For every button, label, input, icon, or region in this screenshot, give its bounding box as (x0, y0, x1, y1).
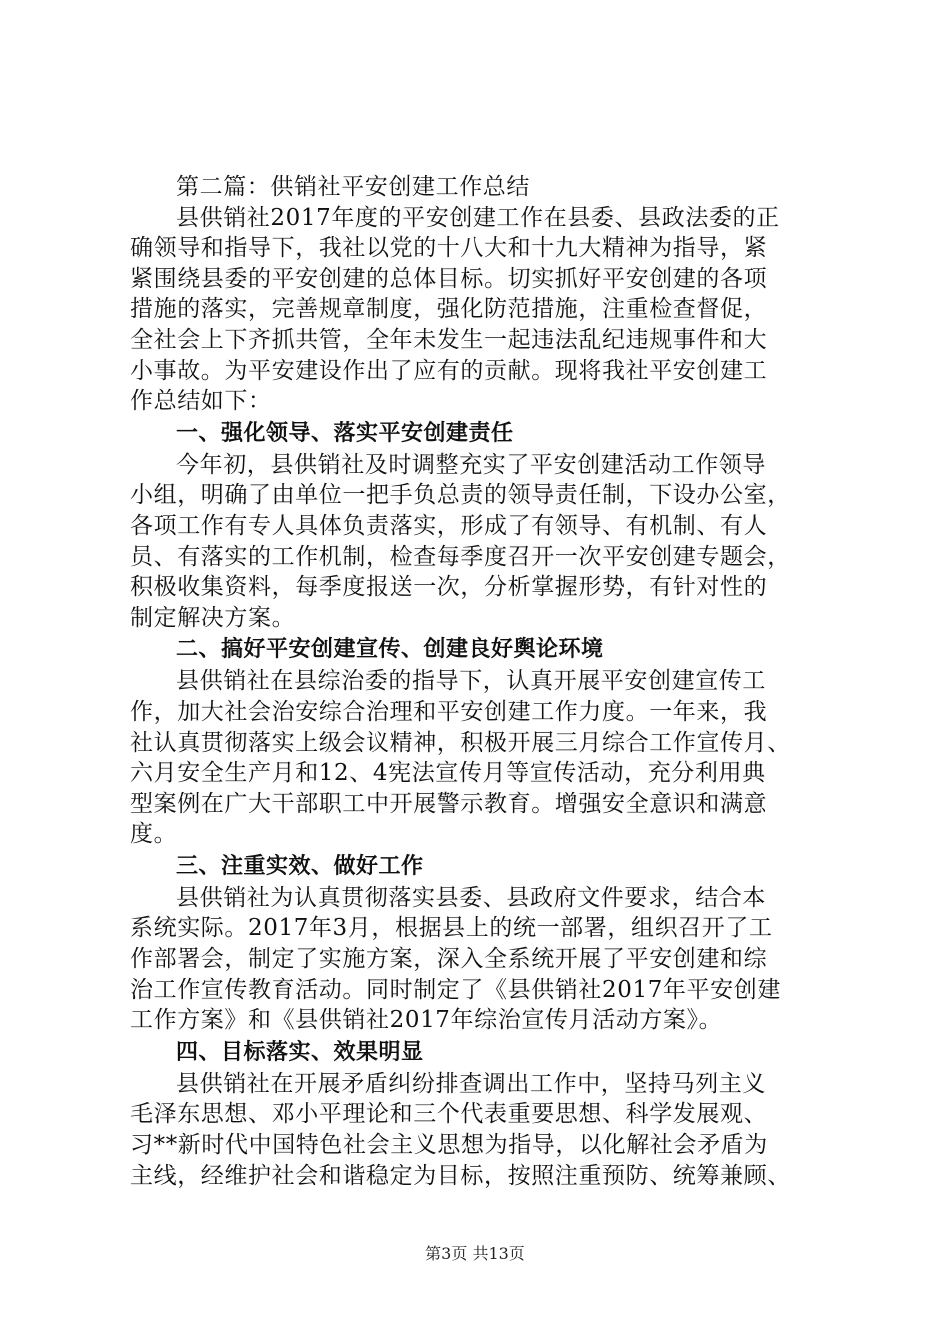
section-heading: 三、注重实效、做好工作 (176, 853, 424, 879)
paragraph-line: 今年初，县供销社及时调整充实了平安创建活动工作领导 (176, 451, 766, 478)
paragraph-line: 型案例在广大干部职工中开展警示教育。增强安全意识和满意 (130, 790, 768, 817)
paragraph-line: 度。 (130, 821, 178, 848)
section-heading: 一、强化领导、落实平安创建责任 (176, 420, 514, 446)
paragraph-line: 作总结如下： (130, 388, 272, 415)
paragraph-line: 县供销社在开展矛盾纠纷排查调出工作中，坚持马列主义 (176, 1070, 766, 1097)
paragraph-line: 主线，经维护社会和谐稳定为目标，按照注重预防、统筹兼顾、 (130, 1162, 791, 1189)
paragraph-line: 系统实际。2017年3月，根据县上的统一部署，组织召开了工 (130, 915, 773, 942)
paragraph-line: 全社会上下齐抓共管，全年未发生一起违法乱纪违规事件和大 (130, 326, 768, 353)
paragraph-line: 县供销社2017年度的平安创建工作在县委、县政法委的正 (176, 204, 780, 231)
paragraph-line: 习**新时代中国特色社会主义思想为指导，以化解社会矛盾为 (130, 1132, 768, 1159)
paragraph-line: 作部署会，制定了实施方案，深入全系统开展了平安创建和综 (130, 946, 768, 973)
paragraph-line: 治工作宣传教育活动。同时制定了《县供销社2017年平安创建 (130, 976, 781, 1003)
paragraph-line: 作，加大社会治安综合治理和平安创建工作力度。一年来，我 (130, 698, 768, 725)
paragraph-line: 六月安全生产月和12、4宪法宣传月等宣传活动，充分利用典 (130, 760, 766, 787)
paragraph-line: 县供销社在县综治委的指导下，认真开展平安创建宣传工 (176, 668, 766, 695)
paragraph-line: 县供销社为认真贯彻落实县委、县政府文件要求，结合本 (176, 884, 766, 911)
document-body (130, 172, 835, 1191)
paragraph-line: 毛泽东思想、邓小平理论和三个代表重要思想、科学发展观、 (130, 1101, 768, 1128)
paragraph-line: 措施的落实，完善规章制度，强化防范措施，注重检查督促， (130, 296, 768, 323)
section-heading: 二、搞好平安创建宣传、创建良好舆论环境 (176, 637, 604, 663)
page-number-footer: 第3页 共13页 (425, 1244, 525, 1263)
document-title: 第二篇：供销社平安创建工作总结 (176, 174, 530, 200)
paragraph-line: 积极收集资料，每季度报送一次，分析掌握形势，有针对性的 (130, 574, 768, 601)
section-heading: 四、目标落实、效果明显 (176, 1039, 424, 1065)
paragraph-line: 员、有落实的工作机制，检查每季度召开一次平安创建专题会， (130, 543, 791, 570)
paragraph-line: 紧围绕县委的平安创建的总体目标。切实抓好平安创建的各项 (130, 265, 768, 292)
paragraph-line: 社认真贯彻落实上级会议精神，积极开展三月综合工作宣传月、 (130, 729, 791, 756)
paragraph-line: 工作方案》和《县供销社2017年综治宣传月活动方案》。 (130, 1007, 723, 1034)
paragraph-line: 小组，明确了由单位一把手负总责的领导责任制，下设办公室， (130, 482, 791, 509)
paragraph-line: 小事故。为平安建设作出了应有的贡献。现将我社平安创建工 (130, 357, 768, 384)
paragraph-line: 各项工作有专人具体负责落实，形成了有领导、有机制、有人 (130, 512, 768, 539)
paragraph-line: 制定解决方案。 (130, 604, 296, 631)
paragraph-line: 确领导和指导下，我社以党的十八大和十九大精神为指导，紧 (130, 235, 768, 262)
